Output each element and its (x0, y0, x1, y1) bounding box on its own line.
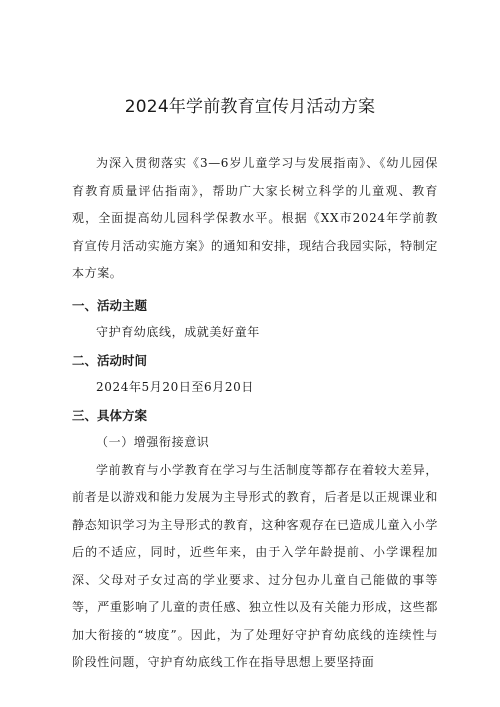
section-content-theme: 守护育幼底线，成就美好童年 (96, 325, 260, 339)
section-heading-time: 二、活动时间 (72, 352, 148, 368)
subsection-heading-transition: （一）增强衔接意识 (96, 435, 210, 449)
intro-paragraph: 为深入贯彻落实《3—6岁儿童学习与发展指南》、《幼儿园保育教育质量评估指南》，帮助广大家长树立科学的儿童观、教育观，全面提高幼儿园科学保教水平。根据《XX市2024年学前教育宣传月活动实施方案》的通知和安排，现结合我园实际，特制定本方案。 (72, 156, 438, 280)
section-heading-theme: 一、活动主题 (72, 297, 148, 313)
plan-paragraph: 学前教育与小学教育在学习与生活制度等都存在着较大差异，前者是以游戏和能力发展为主导形式的教育，后者是以正规课业和静态知识学习为主导形式的教育，这种客观存在已造成儿童入小学后的不适应，同时，近些年来，由于入学年龄提前、小学课程加深、父母对子女过高的学业要求、过分包办儿童自己能做的事等等，严重影响了儿童的责任感、独立性以及有关能力形成，这些都加大衔接的“坡度”。因此，为了处理好守护育幼底线的连续性与阶段性问题，守护育幼底线工作在指导思想上要坚持面 (72, 462, 438, 669)
document-title: 2024年学前教育宣传月活动方案 (124, 97, 376, 117)
document-body (72, 150, 438, 677)
section-heading-plan: 三、具体方案 (72, 407, 148, 423)
section-content-time: 2024年5月20日至6月20日 (96, 380, 254, 394)
